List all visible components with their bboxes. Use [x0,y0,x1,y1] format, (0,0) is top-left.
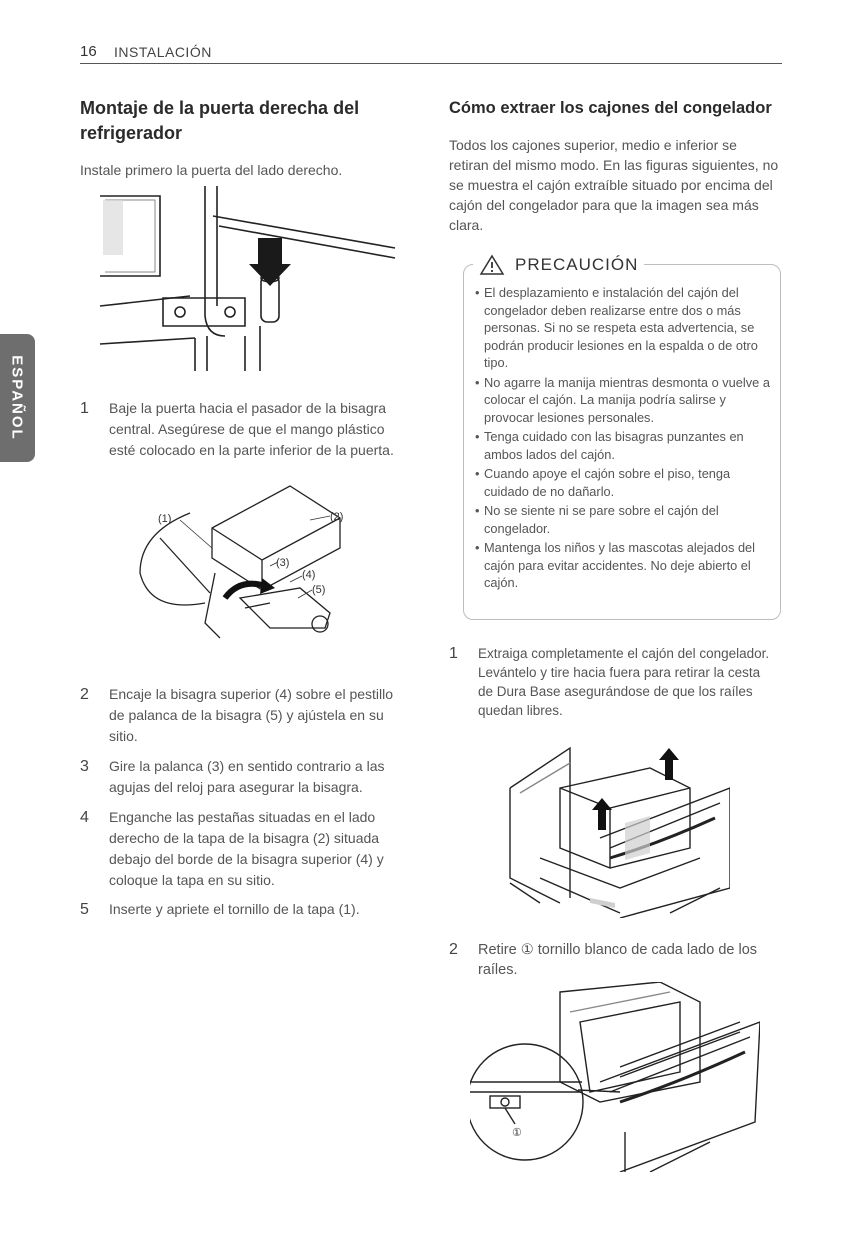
right-step-2 [449,940,779,980]
callout-screw-1: ① [512,1127,522,1139]
bullet-point: • [475,503,480,518]
figure-door-hinge [95,186,405,376]
caution-item: • Tenga cuidado con las bisagras punzantes en ambos lados del cajón. [475,429,744,462]
caution-item: • No se siente ni se pare sobre el cajón del congelador. [475,503,719,536]
caution-item: • El desplazamiento e instalación del cajón del congelador deben realizarse entre dos o más personas. Si no se respeta esta advertencia, se podrán producir lesiones en la espalda o de otro tipo. [475,285,758,370]
step-number: 1 [449,645,458,662]
step-text: Gire la palanca (3) en sentido contrario a las agujas del reloj para asegurar la bisagra. [109,758,385,795]
left-intro: Instale primero la puerta del lado derecho. [80,162,343,178]
figure-rail-screw [470,982,760,1172]
callout-1: (1) [158,513,172,525]
right-intro: Todos los cajones superior, medio e inferior se retiran del mismo modo. En las figuras siguientes, no se muestra el cajón extraíble situado por encima del cajón del congelador para que la imagen sea más clara. [449,137,779,233]
step-number: 1 [80,400,89,417]
left-step-3 [80,756,420,798]
step-text: Baje la puerta hacia el pasador de la bisagra central. Asegúrese de que el mango plástico esté colocado en la parte inferior de la puerta. [109,400,394,458]
callout-4: (4) [302,569,316,581]
bullet-point: • [475,429,480,444]
figure-drawer-basket [500,728,730,918]
caution-item: • Cuando apoye el cajón sobre el piso, tenga cuidado de no dañarlo. [475,466,731,499]
left-step-5 [80,899,420,920]
language-tab-label: ESPAÑOL [8,355,26,441]
figure-hinge-cover [130,478,370,653]
section-title: INSTALACIÓN [114,44,212,60]
caution-item: • Mantenga los niños y las mascotas alejados del cajón para evitar accidentes. No deje abierto el cajón. [475,540,756,590]
left-section-title: Montaje de la puerta derecha del refrigerador [80,98,360,143]
left-step-4 [80,807,420,891]
step-text: Inserte y apriete el tornillo de la tapa (1). [109,901,360,917]
callout-5: (5) [312,584,326,596]
step-text: Retire ① tornillo blanco de cada lado de los raíles. [478,942,758,978]
bullet-point: • [475,540,480,555]
caution-title: PRECAUCIÓN [515,255,639,274]
bullet-point: • [475,466,480,481]
callout-2: (2) [330,511,344,523]
caution-item: • No agarre la manija mientras desmonta o vuelve a colocar el cajón. La manija podría salirse y provocar lesiones personales. [475,374,770,425]
step-number: 4 [80,809,89,826]
right-step-1 [449,644,779,720]
bullet-point: • [475,374,480,390]
step-number: 5 [80,901,89,918]
language-tab [0,334,35,462]
step-text: Extraiga completamente el cajón del congelador. Levántelo y tire hacia fuera para retirar la cesta de Dura Base asegurándose de que los raíles quedan libres. [478,646,770,718]
step-number: 2 [80,686,89,703]
left-step-2 [80,684,420,747]
caution-list [475,284,773,594]
warning-triangle-icon [479,254,505,276]
step-text: Enganche las pestañas situadas en el lado derecho de la tapa de la bisagra (2) situada debajo del borde de la bisagra superior (4) y coloque la tapa en su sitio. [109,809,384,888]
step-number: 3 [80,758,89,775]
right-section-title: Cómo extraer los cajones del congelador [449,99,772,117]
caution-header [473,254,644,276]
step-text: Encaje la bisagra superior (4) sobre el pestillo de palanca de la bisagra (5) y ajústela en su sitio. [109,686,394,744]
page-header [80,41,782,64]
caution-box [463,256,781,620]
left-step-1 [80,398,410,461]
bullet-point: • [475,285,480,300]
circled-number-1: ① [520,942,534,958]
page-number: 16 [80,43,97,60]
callout-3: (3) [276,557,290,569]
step-number: 2 [449,941,458,958]
